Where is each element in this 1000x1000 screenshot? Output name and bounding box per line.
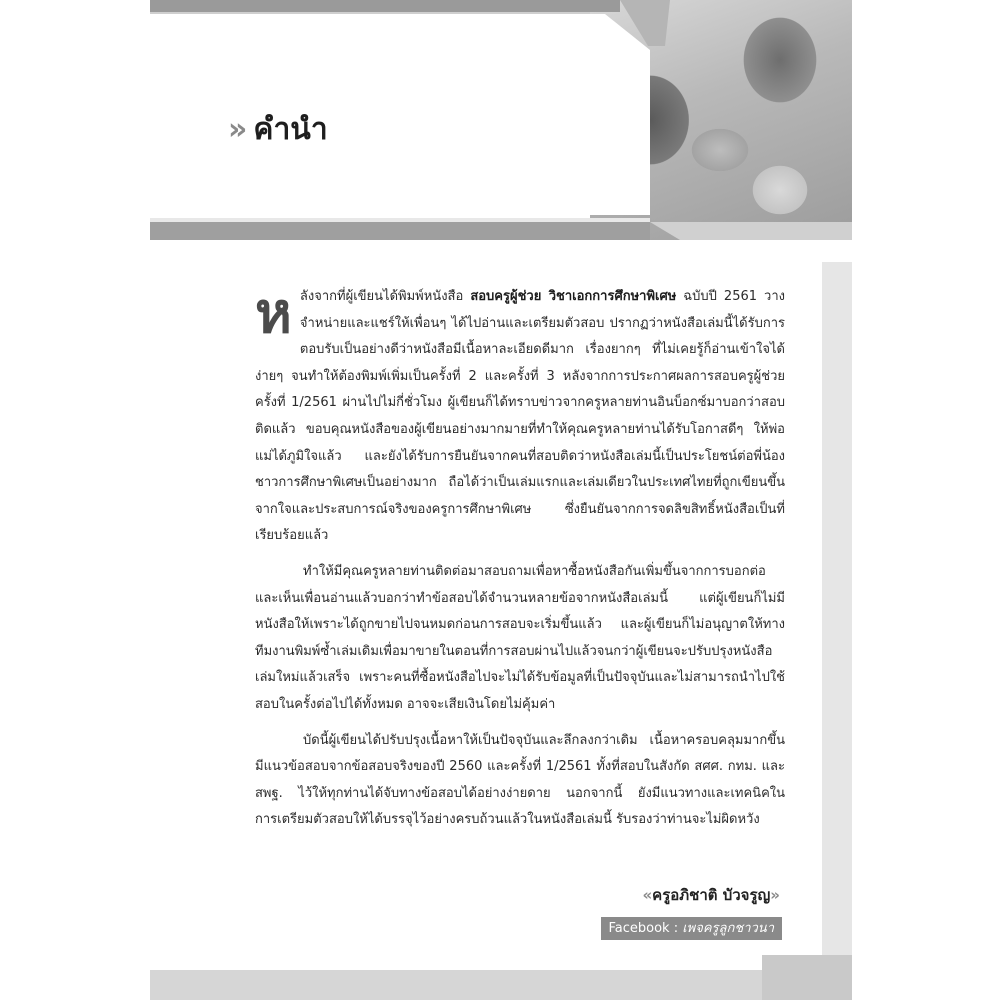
- page-title: [228, 106, 328, 153]
- facebook-page: เพจครูลูกชาวนา: [682, 921, 774, 936]
- facebook-label: Facebook :: [608, 921, 683, 936]
- quote-open: «: [642, 886, 653, 904]
- quote-close: »: [770, 886, 780, 904]
- title-chevron: »: [228, 112, 248, 147]
- right-margin-bar: [822, 262, 852, 962]
- bottom-band: [150, 970, 852, 1000]
- author-name: ครูอภิชาติ บัวจรูญ: [652, 886, 771, 904]
- book-page: [150, 0, 852, 1000]
- paragraph-3: บัดนี้ผู้เขียนได้ปรับปรุงเนื้อหาให้เป็นปัจจุบันและลึกลงกว่าเดิม เนื้อหาครอบคลุมมากขึ้น มีแนวข้อสอบจากข้อสอบจริงของปี 2560 และครั้งที่ 1/2561 ทั้งที่สอบในสังกัด สศศ. กทม. และ สพฐ. ไว้ให้ทุกท่านได้จับทางข้อสอบได้อย่างง่ายดาย นอกจากนี้ ยังมีแนวทางและเทคนิคในการเตรียมตัวสอบให้ได้บรรจุไว้อย่างครบถ้วนแล้วในหนังสือเล่มนี้ รับรองว่าท่านจะไม่ผิดหวัง: [255, 732, 785, 828]
- author-signature: [642, 883, 780, 907]
- facebook-tag: [601, 917, 783, 940]
- paragraph-1: [255, 281, 785, 550]
- bottom-accent: [762, 955, 852, 1000]
- book-title: สอบครูผู้ช่วย วิชาเอกการศึกษาพิเศษ: [470, 289, 677, 304]
- page-title-text: คำนำ: [253, 112, 328, 147]
- paragraph-1-lead: ลังจากที่ผู้เขียนได้พิมพ์หนังสือ: [299, 289, 471, 304]
- paragraph-1-text: ฉบับปี 2561 วางจำหน่ายและแชร์ให้เพื่อนๆ ได้ไปอ่านและเตรียมตัวสอบ ปรากฏว่าหนังสือเล่มนี้ได้รับการตอบรับเป็นอย่างดีว่าหนังสือมีเนื้อหาละเอียดดีมาก เรื่องยากๆ ที่ไม่เคยรู้ก็อ่านเข้าใจได้ง่ายๆ จนทำให้ต้องพิมพ์เพิ่มเป็นครั้งที่ 2 และครั้งที่ 3 หลังจากการประกาศผลการสอบครูผู้ช่วยครั้งที่ 1/2561 ผ่านไปไม่กี่ชั่วโมง ผู้เขียนก็ได้ทราบข่าวจากครูหลายท่านอินบ็อกซ์มาบอกว่าสอบติดแล้ว ขอบคุณหนังสือของผู้เขียนอย่างมากมายที่ทำให้คุณครูหลายท่านได้รับโอกาสดีๆ ให้พ่อแม่ได้ภูมิใจแล้ว และยังได้รับการยืนยันจากคนที่สอบติดว่าหนังสือเล่มนี้เป็นประโยชน์ต่อพี่น้องชาวการศึกษาพิเศษเป็นอย่างมาก ถือได้ว่าเป็นเล่มแรกและเล่มเดียวในประเทศไทยที่ถูกเขียนขึ้นจากใจและประสบการณ์จริงของครูการศึกษาพิเศษ ซึ่งยืนยันจากการจดลิขสิทธิ์หนังสือเป็นที่เรียบร้อยแล้ว: [255, 289, 785, 544]
- drop-cap: ห: [255, 281, 292, 346]
- paragraph-2: ทำให้มีคุณครูหลายท่านติดต่อมาสอบถามเพื่อหาซื้อหนังสือกันเพิ่มขึ้นจากการบอกต่อ และเห็นเพื่อนอ่านแล้วบอกว่าทำข้อสอบได้จำนวนหลายข้อจากหนังสือเล่มนี้ แต่ผู้เขียนก็ไม่มีหนังสือให้เพราะได้ถูกขายไปจนหมดก่อนการสอบจะเริ่มขึ้นแล้ว และผู้เขียนก็ไม่อนุญาตให้ทางทีมงานพิมพ์ซ้ำเล่มเดิมเพื่อมาขายในตอนที่การสอบผ่านไปแล้วจนกว่าผู้เขียนจะปรับปรุงหนังสือเล่มใหม่แล้วเสร็จ เพราะคนที่ซื้อหนังสือไปจะไม่ได้รับข้อมูลที่เป็นปัจจุบันและไม่สามารถนำไปใช้สอบในครั้งต่อไปได้ทั้งหมด อาจจะเสียเงินโดยไม่คุ้มค่า: [255, 563, 785, 712]
- preface-body: [255, 281, 785, 843]
